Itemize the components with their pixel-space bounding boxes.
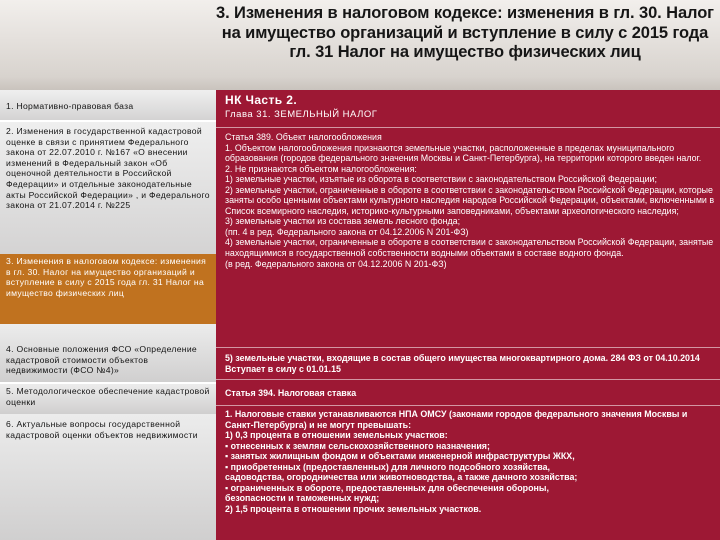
tax-rates-text: 1. Налоговые ставки устанавливаются НПА ОМСУ (законами городов федерального значения Москвы и Санкт-Петербурга) и не могут превышать: 1) 0,3 процента в отношении земельных участков: ▪ отнесенных к землям сельскохозяйственного назначения; ▪ занятых жилищным фондом и объектами инженерной инфраструктуры ЖКХ, ▪ приобретенных (предоставленных) для личного подсобного хозяйства, садоводства, огородничества или животноводства, а также дачного хозяйства; ▪ ограниченных в обороте, предоставленных для обеспечения обороны, безопасности и таможенных нужд; 2) 1,5 процента в отношении прочих земельных участков. <box>225 409 688 514</box>
article-389-text: Статья 389. Объект налогообложения 1. Объектом налогообложения признаются земельные участки, расположенные в пределах муниципального образования (городов федерального значения Москвы и Санкт-Петербурга), на территории которого введен налог. 2. Не признаются объектом налогообложения: 1) земельные участки, изъятые из оборота в соответствии с законодательством Российской Федерации; 2) земельные участки, ограниченные в обороте в соответствии с законодательством Российской Федерации, которые заняты особо ценными объектами культурного наследия народов Российской Федерации, объектами, включенными в Список всемирного наследия, историко-культурными заповедниками, объектами археологического наследия; 3) земельные участки из состава земель лесного фонда; (пп. 4 в ред. Федерального закона от 04.12.2006 N 201-ФЗ) 4) земельные участки, ограниченные в обороте в соответствии с законодательством Российской Федерации, занятые находящимися в государственной собственности водными объектами в составе водного фонда. (в ред. Федерального закона от 04.12.2006 N 201-ФЗ) <box>225 132 715 269</box>
sidebar-item-methodology[interactable]: 5. Методологическое обеспечение кадастровой оценки <box>0 384 216 414</box>
section-divider <box>216 405 720 406</box>
main-content <box>216 90 720 540</box>
sidebar-item-current-issues[interactable]: 6. Актуальные вопросы государственной кадастровой оценки объектов недвижимости <box>0 414 216 540</box>
sidebar-item-tax-code-changes[interactable]: 3. Изменения в налоговом кодексе: изменения в гл. 30. Налог на имущество организаций и вступление в силу с 2015 года гл. 31 Налог на имущество физических лиц <box>0 254 216 324</box>
section-divider <box>216 347 720 348</box>
section-divider <box>216 127 720 128</box>
article-394-title: Статья 394. Налоговая ставка <box>225 388 357 398</box>
section-divider <box>216 379 720 380</box>
page-title: 3. Изменения в налоговом кодексе: изменения в гл. 30. Налог на имущество организаций и вступление в силу с 2015 года гл. 31 Налог на имущество физических лиц <box>216 4 714 61</box>
nk-title: НК Часть 2. <box>225 93 298 107</box>
item-5-text: 5) земельные участки, входящие в состав общего имущества многоквартирного дома. 284 ФЗ от 04.10.2014 Вступает в силу с 01.01.15 <box>225 353 700 374</box>
sidebar-item-fso4[interactable]: 4. Основные положения ФСО «Определение кадастровой стоимости объектов недвижимости (ФСО №4)» <box>0 324 216 382</box>
chapter-title: Глава 31. ЗЕМЕЛЬНЫЙ НАЛОГ <box>225 109 378 120</box>
sidebar-item-cadastral-changes[interactable]: 2. Изменения в государственной кадастровой оценке в связи с принятием Федерального закона от 22.07.2010 г. №167 «О внесении изменений в Федеральный закон «Об оценочной деятельности в Российской Федерации» и отдельные законодательные акты Российской Федерации» , и Федерального закона от 21.07.2014 г. №225 <box>0 122 216 254</box>
sidebar <box>0 90 216 540</box>
sidebar-item-legal-base[interactable]: 1. Нормативно-правовая база <box>0 90 216 120</box>
